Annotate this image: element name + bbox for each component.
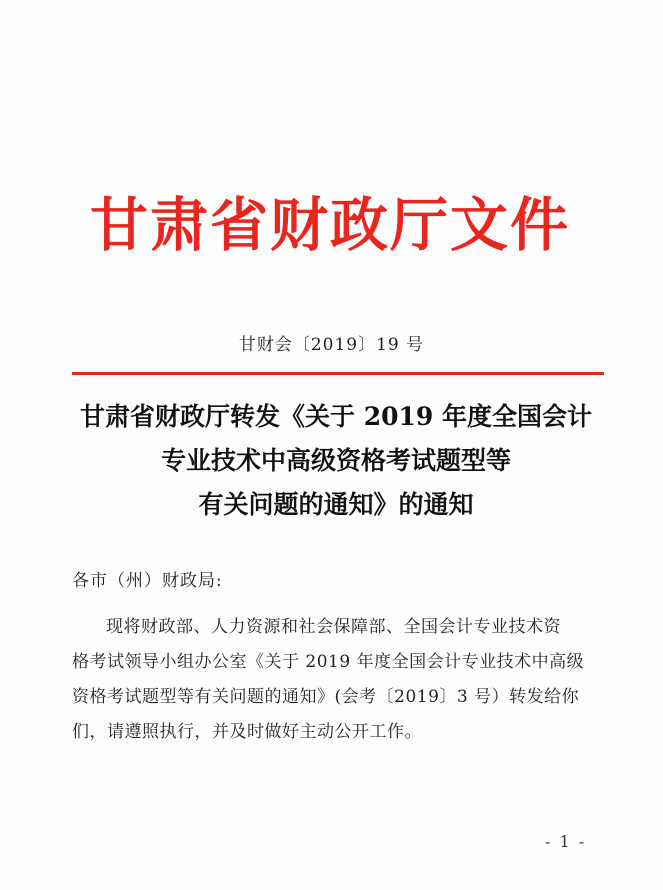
page-number: - 1 - (545, 832, 587, 851)
body-line: 资格考试题型等有关问题的通知》(会考〔2019〕3 号）转发给你 (72, 687, 580, 707)
red-separator-line (72, 372, 604, 375)
notice-title (60, 395, 612, 527)
document-number: 甘财会〔2019〕19 号 (238, 335, 425, 355)
notice-title-line: 有关问题的通知》的通知 (198, 490, 474, 519)
body-line: 现将财政部、人力资源和社会保障部、全国会计专业技术资 (106, 617, 561, 637)
issuer-header-title: 甘肃省财政厅文件 (89, 191, 570, 259)
notice-body (72, 610, 607, 750)
salutation: 各市（州）财政局: (72, 571, 223, 591)
notice-title-line: 专业技术中高级资格考试题型等 (160, 446, 511, 475)
notice-title-line: 甘肃省财政厅转发《关于 2019 年度全国会计 (80, 402, 592, 431)
body-line: 格考试领导小组办公室《关于 2019 年度全国会计专业技术中高级 (72, 652, 585, 672)
body-line: 们，请遵照执行，并及时做好主动公开工作。 (72, 722, 422, 742)
